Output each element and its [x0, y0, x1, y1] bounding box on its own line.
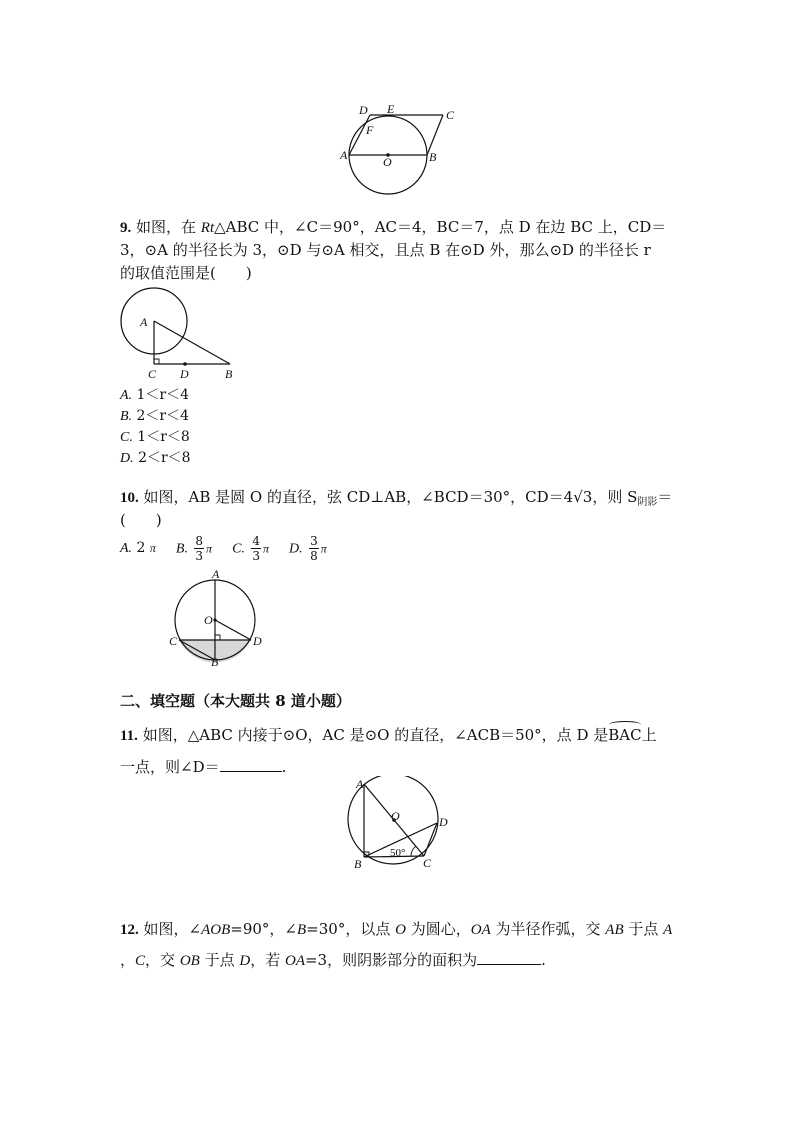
q9-line-1: 9. 如图，在 Rt△ABC 中，∠C＝90°，AC＝4，BC＝7，点 D 在边 BC 上，CD＝: [120, 218, 667, 236]
fig10-label-B: B: [211, 655, 219, 666]
fig11-label-O: O: [391, 809, 400, 823]
q10-line-1: 10. 如图，AB 是圆 O 的直径，弦 CD⊥AB，∠BCD＝30°，CD＝4√3，则 $S_{阴影}=$: [120, 488, 673, 508]
q10-option-a[interactable]: A. 2 π: [120, 539, 156, 556]
fig9-label-C: C: [148, 367, 157, 381]
q11-answer-blank[interactable]: [220, 757, 282, 772]
section-heading-fill-in: 二、填空题（本大题共 8 道小题）: [120, 692, 351, 710]
fig9-label-B: B: [225, 367, 233, 381]
fig11-angle-label: 50°: [390, 847, 406, 859]
fig11-label-A: A: [356, 777, 364, 791]
q9-option-b[interactable]: B. 2＜r＜4: [120, 408, 190, 424]
fig10-label-A: A: [212, 568, 220, 581]
figure-q8: [335, 100, 465, 200]
fig8-label-A: A: [340, 148, 348, 162]
q12-line-1: 12. 如图，∠AOB=90°，∠B=30°，以点 O 为圆心，OA 为半径作弧，交 AB 于点 A: [120, 920, 673, 938]
fig11-label-C: C: [423, 856, 432, 870]
q10-options: [120, 528, 327, 568]
q10-number: 10.: [120, 490, 139, 506]
fig8-label-F: F: [366, 123, 374, 137]
fig9-label-D: D: [180, 367, 189, 381]
q10-option-d[interactable]: D. $\frac{3}{8}$ π: [289, 533, 327, 563]
fig10-label-O: O: [204, 613, 213, 627]
q9-line-3: 的取值范围是( ): [120, 264, 252, 282]
figure-q9: [112, 285, 247, 383]
q9-option-c[interactable]: C. 1＜r＜8: [120, 429, 190, 445]
q10-option-b[interactable]: B. $\frac{8}{3}$ π: [175, 533, 213, 563]
q9-line-2: 3，⊙A 的半径长为 3，⊙D 与⊙A 相交，且点 B 在⊙D 外，那么⊙D 的半径长 r: [120, 241, 651, 259]
q12-answer-blank[interactable]: [477, 950, 541, 965]
fig10-label-D: D: [253, 634, 262, 648]
fig11-label-D: D: [439, 815, 448, 829]
q9-option-d[interactable]: D. 2＜r＜8: [120, 450, 191, 466]
figure-q10: [163, 568, 268, 666]
q10-option-c[interactable]: C. $\frac{4}{3}$ π: [232, 533, 270, 563]
q9-number: 9.: [120, 220, 132, 236]
q9-option-a[interactable]: A. 1＜r＜4: [120, 387, 190, 403]
fig8-label-B: B: [429, 150, 437, 164]
q11-number: 11.: [120, 728, 138, 744]
arc-bac: BAC: [608, 726, 642, 744]
q11-line-2: 一点，则∠D＝ .: [120, 758, 287, 776]
q11-line-1: 11. 如图，△ABC 内接于⊙O，AC 是⊙O 的直径，∠ACB＝50°，点 D 是BAC上: [120, 726, 657, 744]
figure-q11: [340, 776, 455, 874]
fig9-label-A: A: [140, 315, 148, 329]
fig11-label-B: B: [354, 857, 362, 871]
fig10-label-C: C: [169, 634, 178, 648]
fig8-label-O: O: [383, 155, 392, 169]
fig8-label-E: E: [387, 102, 395, 116]
fig8-label-D: D: [359, 103, 368, 117]
q10-line-2: ( ): [120, 511, 162, 529]
q12-line-2: ，C，交 OB 于点 D，若 OA=3，则阴影部分的面积为 .: [120, 951, 546, 969]
q12-number: 12.: [120, 922, 139, 938]
fig8-label-C: C: [446, 108, 455, 122]
